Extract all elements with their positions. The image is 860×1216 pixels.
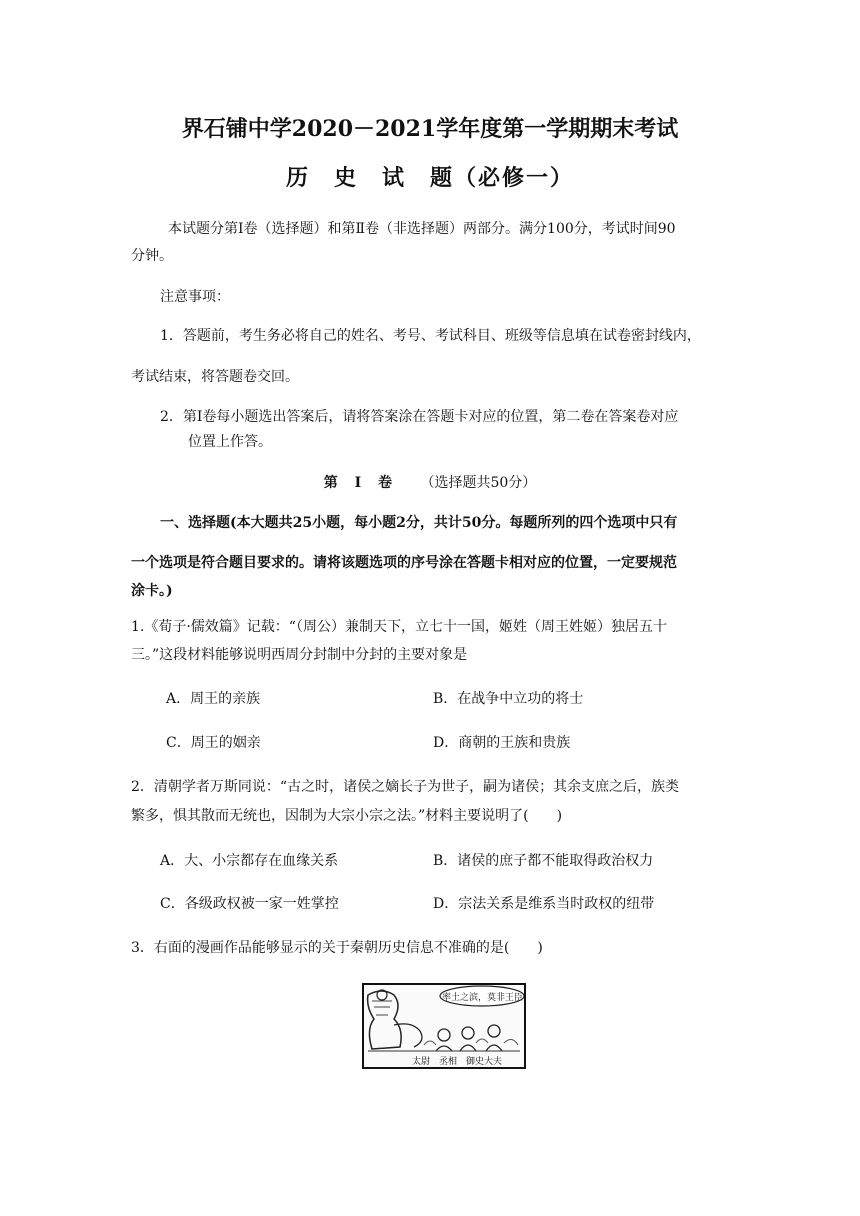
question-1-option-d: D．商朝的王族和贵族: [433, 735, 571, 751]
question-2-option-c: C．各级政权被一家一姓掌控: [160, 896, 339, 912]
exam-subtitle: 历 史 试 题（必修一）: [285, 165, 574, 191]
intro-line-1: 本试题分第Ⅰ卷（选择题）和第Ⅱ卷（非选择题）两部分。满分100分，考试时间90: [168, 221, 676, 237]
question-2-stem-line-2: 繁多，惧其散而无统也，因制为大宗小宗之法。”材料主要说明了( ): [131, 808, 563, 824]
qin-cartoon-image: [362, 983, 526, 1069]
question-2-stem-line-1: 2．清朝学者万斯同说：“古之时，诸侯之嫡长子为世子，嗣为诸侯；其余支庶之后，族类: [131, 779, 680, 795]
question-1-stem-line-2: 三。”这段材料能够说明西周分封制中分封的主要对象是: [131, 647, 468, 663]
notes-heading: 注意事项：: [160, 289, 230, 305]
question-1-option-a: A．周王的亲族: [166, 691, 261, 707]
question-2-option-d: D．宗法关系是维系当时政权的纽带: [433, 896, 655, 912]
exam-title: 界石铺中学2020－2021学年度第一学期期末考试: [181, 116, 679, 142]
part1-line-1: 一、选择题(本大题共25小题，每小题2分，共计50分。每题所列的四个选项中只有: [160, 515, 678, 531]
part1-line-3: 涂卡。): [131, 583, 173, 599]
cartoon-speech-bubble: 率土之滨，莫非王臣: [442, 993, 524, 1003]
question-1-option-c: C．周王的姻亲: [166, 735, 261, 751]
note-2-line-1: 2．第Ⅰ卷每小题选出答案后，请将答案涂在答题卡对应的位置，第二卷在答案卷对应: [160, 409, 679, 425]
note-2-line-2: 位置上作答。: [188, 434, 272, 450]
section-1-header: [0, 472, 860, 492]
section-1-title: 第 Ⅰ 卷: [323, 475, 398, 491]
question-1-option-b: B．在战争中立功的将士: [433, 691, 584, 707]
cartoon-caption: 太尉 丞相 御史大夫: [412, 1057, 503, 1067]
intro-line-2: 分钟。: [131, 248, 173, 264]
part1-line-2: 一个选项是符合题目要求的。请将该题选项的序号涂在答题卡相对应的位置，一定要规范: [131, 555, 677, 571]
question-3-stem-line-1: 3．右面的漫画作品能够显示的关于秦朝历史信息不准确的是( ): [131, 940, 543, 956]
question-2-option-a: A．大、小宗都存在血缘关系: [160, 853, 339, 869]
section-1-note: （选择题共50分）: [420, 475, 537, 491]
question-1-stem-line-1: 1.《荀子·儒效篇》记载：“（周公）兼制天下，立七十一国，姬姓（周王姓姬）独居五十: [131, 619, 667, 635]
note-1-line-1: 1．答题前，考生务必将自己的姓名、考号、考试科目、班级等信息填在试卷密封线内，: [160, 328, 701, 344]
note-1-line-2: 考试结束，将答题卷交回。: [131, 369, 299, 385]
question-2-option-b: B．诸侯的庶子都不能取得政治权力: [433, 853, 654, 869]
